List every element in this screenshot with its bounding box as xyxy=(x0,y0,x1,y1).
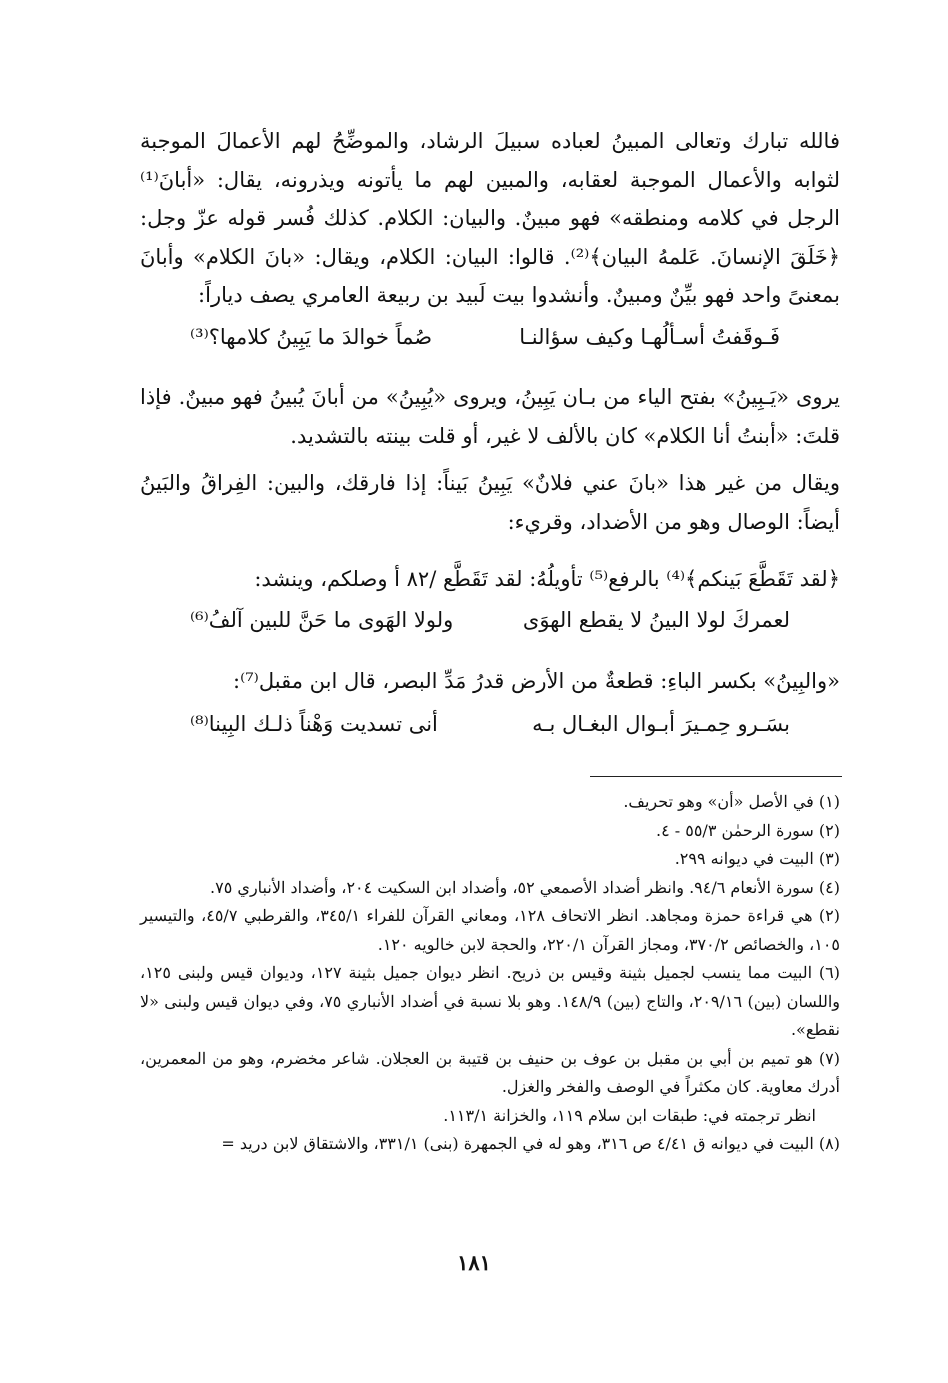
body-paragraph-3: ويقال من غير هذا «بانَ عني فلانٌ» يَبِينُ بَيناً: إذا فارقك، والبين: الفِراقُ والبَينُ أيضاً: الوصال وهو من الأضداد، وقريء: xyxy=(140,471,840,534)
verse-1-second-hemistich: صُماً خوالدَ ما يَبِينُ كلامها؟⁽³⁾ xyxy=(190,325,433,349)
footnote-6: (٦) البيت مما ينسب لجميل بثينة وقيس بن ذريح. انظر ديوان جميل بثينة ١٢٧، وديوان قيس ولبنى ١٢٥، واللسان (بين) ٢٠٩/١٦، والتاج (بين) ١٤٨/٩. وهو بلا نسبة في أضداد الأنباري ٧٥، وفي ديوان قيس ولبنى «لا نقطع». xyxy=(140,963,841,1039)
verse-1-first-hemistich: فَـوقَفتُ أسـألُهـا وكيف سؤالنـا xyxy=(519,325,780,349)
footnote-3: (٣) البيت في ديوانه ٢٩٩. xyxy=(674,849,840,868)
footnote-divider xyxy=(590,776,842,777)
verse-2-second-hemistich: ولولا الهَوى ما حَنَّ للبين آلفُ⁽⁶⁾ xyxy=(190,608,454,632)
footnote-2: (٢) سورة الرحمٰن ٥٥/٣ - ٤. xyxy=(655,820,840,840)
verse-2 xyxy=(190,608,790,648)
verse-3-second-hemistich: أنى تسديت وَهْناً ذلـك البِينا⁽⁸⁾ xyxy=(190,712,438,736)
verse-2-first-hemistich: لعمركَ لولا البينُ لا يقطع الهوَى xyxy=(522,608,790,632)
body-paragraph-2: يروى «يَـبِينُ» بفتح الياء من بـان يَبِينُ، ويروى «يُبِينُ» من أبانَ يُبينُ فهو مبينٌ. فإذا قلتَ: «أبنتُ أنا الكلام» كان بالألف لا غير، أو قلت بينته بالتشديد. xyxy=(140,385,840,448)
verse-3-first-hemistich: بسَـرو حِمـيرَ أبـوال البغـال بـه xyxy=(532,712,790,736)
footnotes xyxy=(140,788,840,1159)
footnote-1: (١) في الأصل «أن» وهو تحريف. xyxy=(623,792,840,811)
body-paragraph-5: «والبِينُ» بكسر الباءِ: قطعةٌ من الأرض قدرُ مَدِّ البصر، قال ابن مقبل⁽⁷⁾: xyxy=(233,669,840,693)
footnote-5: (٢) هي قراءة حمزة ومجاهد. انظر الاتحاف ١٢٨، ومعاني القرآن للفراء ٣٤٥/١، والقرطبي ٤٥/٧، والتيسير ١٠٥، والخصائص ٣٧٠/٢، ومجاز القرآن ٢٢٠/١، والحجة لابن خالويه ١٢٠. xyxy=(140,906,841,954)
body-paragraph-1: فالله تبارك وتعالى المبينُ لعباده سبيلَ الرشاد، والموضِّحُ لهم الأعمالَ الموجبة لثوابه والأعمال الموجبة لعقابه، والمبين لهم ما يأتونه ويذرونه، يقال: «أبانَ⁽¹⁾ الرجل في كلامه ومنطقه» فهو مبينٌ. والبيان: الكلام. كذلك فُسر قوله عزّ وجل: ﴿خَلَقَ الإنسانَ. عَلمهُ البيان﴾⁽²⁾. قالوا: البيان: الكلام، ويقال: «بانَ الكلام» وأبانَ بمعنىً واحد فهو بيِّنٌ ومبينٌ. وأنشدوا بيت لَبيد بن ربيعة العامري يصف دياراً: xyxy=(140,129,841,307)
page-number: ١٨١ xyxy=(457,1250,491,1275)
footnote-8: (٨) البيت في ديوانه ق ٤/٤١ ص ٣١٦، وهو له في الجمهرة (بنى) ٣٣١/١، والاشتقاق لابن دريد = xyxy=(221,1134,840,1153)
verse-1 xyxy=(190,325,780,365)
body-paragraph-4: ﴿لقد تَقَطَّعَ بَينكم﴾⁽⁴⁾ بالرفع⁽⁵⁾ تأويلُهُ: لقد تَقَطَّع /٨٢ أ وصلكم، وينشد: xyxy=(254,567,840,591)
footnote-7: (٧) هو تميم بن أبي بن مقبل بن عوف بن حنيف بن قتيبة بن العجلان. شاعر مخضرم، وهو من المعمرين، أدرك معاوية. كان مكثراً في الوصف والفخر والغزل. xyxy=(140,1048,840,1096)
verse-3 xyxy=(190,712,790,752)
footnote-7-continuation: انظر ترجمته في: طبقات ابن سلام ١١٩، والخزانة ١١٣/١. xyxy=(443,1105,816,1125)
footnote-4: (٤) سورة الأنعام ٩٤/٦. وانظر أضداد الأصمعي ٥٢، وأضداد ابن السكيت ٢٠٤، وأضداد الأنباري ٧٥. xyxy=(210,877,840,897)
